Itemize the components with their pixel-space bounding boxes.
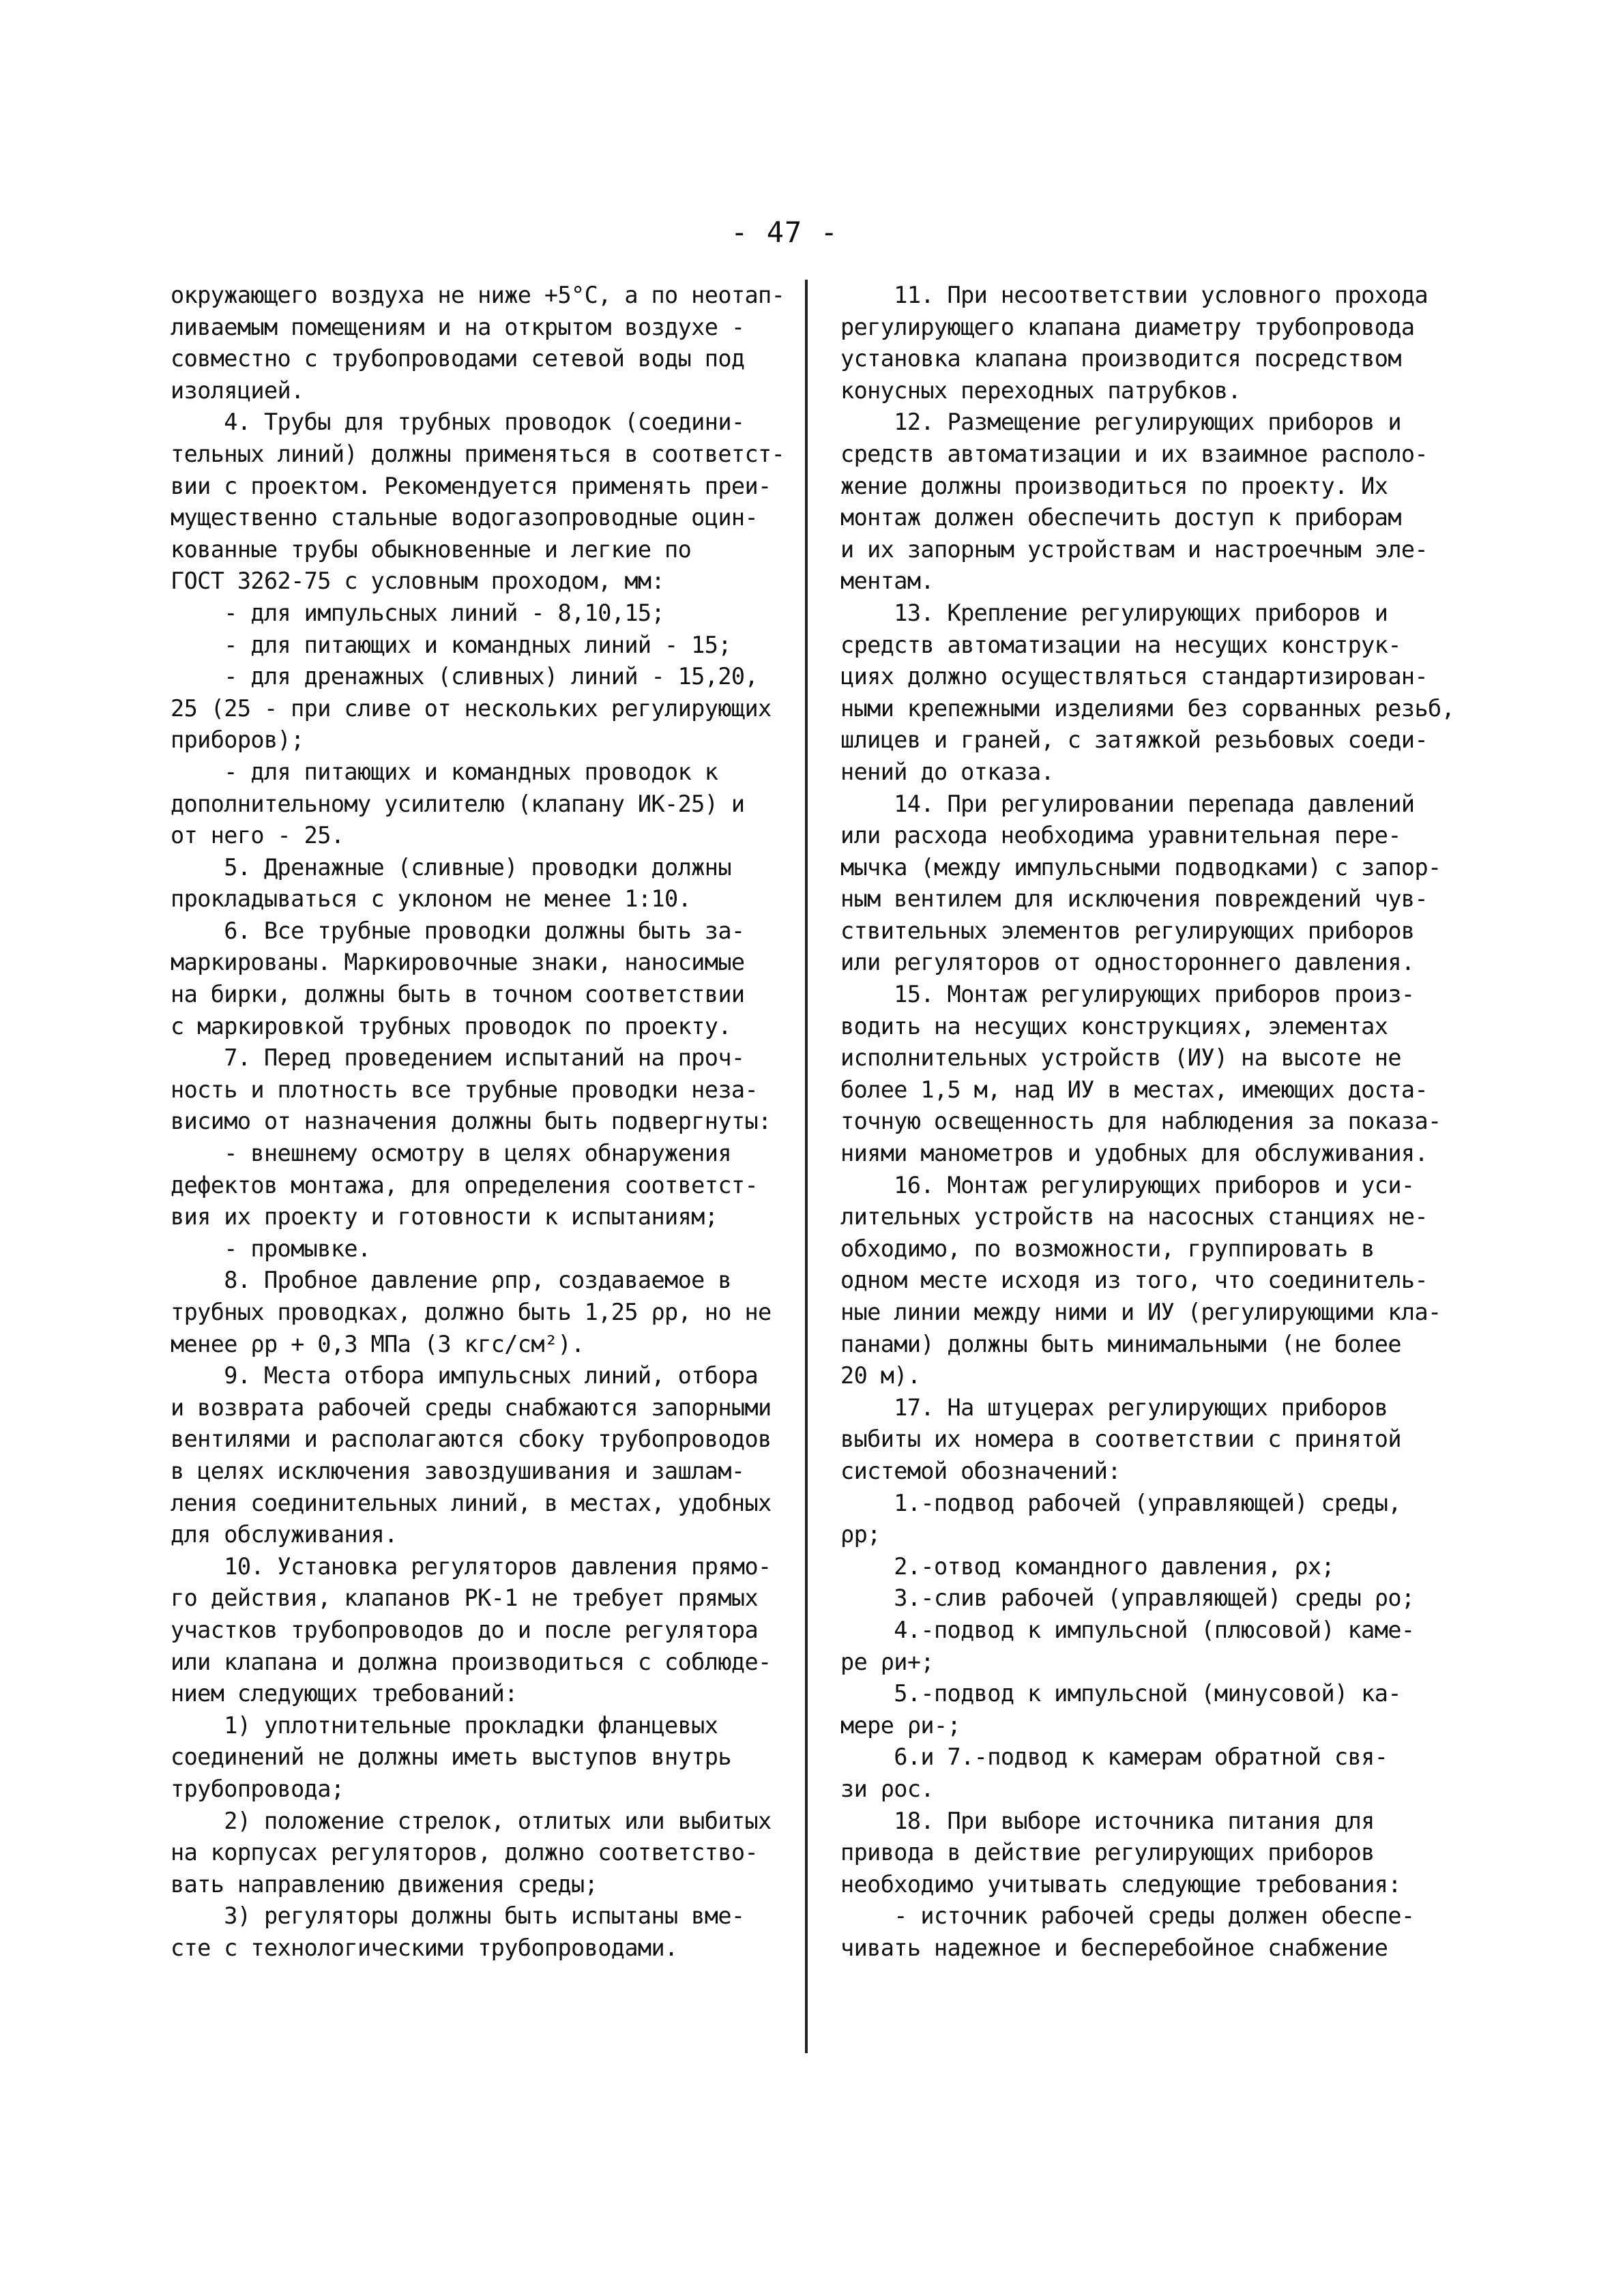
- text-line: маркированы. Маркировочные знаки, наносимые: [171, 949, 745, 976]
- text-line: ным вентилем для исключения повреждений чув-: [840, 885, 1428, 913]
- text-line: средств автоматизации и их взаимное располо-: [840, 440, 1428, 467]
- text-line: с маркировкой трубных проводок по проекту.: [171, 1012, 731, 1040]
- text-line: 11. При несоответствии условного прохода: [840, 282, 1428, 308]
- text-line: 16. Монтаж регулирующих приборов и уси-: [840, 1171, 1415, 1198]
- text-line: выбиты их номера в соответствии с принятой: [840, 1426, 1401, 1453]
- text-line: 5. Дренажные (сливные) проводки должны: [171, 853, 731, 881]
- text-line: тельных линий) должны применяться в соответст-: [171, 440, 785, 467]
- text-line: 18. При выборе источника питания для: [840, 1807, 1375, 1834]
- text-line: точную освещенность для наблюдения за показа-: [840, 1108, 1441, 1135]
- text-line: и возврата рабочей среды снабжаются запорными: [171, 1394, 772, 1421]
- text-line: 15. Монтаж регулирующих приборов произ-: [840, 981, 1415, 1008]
- text-line: 1.-подвод рабочей (управляющей) среды,: [840, 1489, 1401, 1516]
- text-line: для обслуживания.: [171, 1521, 398, 1548]
- text-line: 6. Все трубные проводки должны быть за-: [171, 917, 745, 944]
- text-line: водить на несущих конструкциях, элементах: [840, 1012, 1388, 1040]
- text-line: ре ρи+;: [840, 1648, 934, 1675]
- text-line: нений до отказа.: [840, 758, 1055, 785]
- text-line: 14. При регулировании перепада давлений: [840, 790, 1415, 817]
- text-line: 6.и 7.-подвод к камерам обратной свя-: [840, 1743, 1388, 1771]
- text-line: необходимо учитывать следующие требования:: [840, 1870, 1401, 1898]
- text-line: 3.-слив рабочей (управляющей) среды ρо;: [840, 1585, 1415, 1612]
- text-line: го действия, клапанов РК-1 не требует прямых: [171, 1585, 759, 1612]
- text-line: на корпусах регуляторов, должно соответство-: [171, 1839, 759, 1866]
- text-line: ГОСТ 3262-75 с условным проходом, мм:: [171, 568, 665, 595]
- text-line: 2.-отвод командного давления, ρх;: [840, 1552, 1335, 1580]
- text-line: панами) должны быть минимальными (не более: [840, 1330, 1401, 1357]
- text-line: мущественно стальные водогазопроводные оцин-: [171, 504, 759, 531]
- text-line: обходимо, по возможности, группировать в: [840, 1235, 1375, 1262]
- text-line: ные линии между ними и ИУ (регулирующими кла-: [840, 1299, 1441, 1325]
- column-divider: [805, 280, 808, 2053]
- text-line: 10. Установка регуляторов давления прямо-: [171, 1552, 772, 1580]
- text-line: или расхода необходима уравнительная пере-: [840, 822, 1401, 849]
- text-line: ствительных элементов регулирующих приборов: [840, 917, 1415, 944]
- text-line: трубных проводках, должно быть 1,25 ρр, но не: [171, 1299, 772, 1325]
- text-line: прокладываться с уклоном не менее 1:10.: [171, 885, 692, 913]
- text-line: окружающего воздуха не ниже +5°С, а по неотап-: [171, 282, 785, 308]
- text-line: 20 м).: [840, 1362, 921, 1389]
- text-line: от него - 25.: [171, 822, 345, 849]
- text-line: изоляцией.: [171, 377, 304, 404]
- text-line: 12. Размещение регулирующих приборов и: [840, 409, 1401, 436]
- text-line: на бирки, должны быть в точном соответствии: [171, 981, 745, 1008]
- text-line: чивать надежное и бесперебойное снабжение: [840, 1934, 1388, 1961]
- right-column: [840, 280, 1455, 1964]
- text-line: 17. На штуцерах регулирующих приборов: [840, 1394, 1388, 1421]
- text-line: дополнительному усилителю (клапану ИК-25) и: [171, 790, 745, 817]
- text-line: 2) положение стрелок, отлитых или выбитых: [171, 1807, 772, 1834]
- text-line: ления соединительных линий, в местах, удобных: [171, 1489, 772, 1516]
- text-line: менее ρр + 0,3 МПа (3 кгс/см²).: [171, 1330, 585, 1357]
- text-line: системой обозначений:: [840, 1457, 1121, 1484]
- text-line: висимо от назначения должны быть подвергнуты:: [171, 1108, 772, 1135]
- text-line: или клапана и должна производиться с соблюде-: [171, 1648, 772, 1675]
- text-line: - промывке.: [171, 1235, 371, 1262]
- text-line: мычка (между импульсными подводками) с запор-: [840, 853, 1441, 881]
- text-line: ментам.: [840, 568, 934, 595]
- text-line: - для импульсных линий - 8,10,15;: [171, 599, 665, 626]
- text-line: сте с технологическими трубопроводами.: [171, 1934, 678, 1961]
- left-column: [171, 280, 785, 1964]
- text-line: ниями манометров и удобных для обслуживания.: [840, 1140, 1428, 1167]
- text-line: вать направлению движения среды;: [171, 1870, 598, 1898]
- text-line: и их запорным устройствам и настроечным эле-: [840, 535, 1428, 563]
- text-line: 7. Перед проведением испытаний на проч-: [171, 1044, 745, 1072]
- text-line: зи ρос.: [840, 1775, 934, 1802]
- text-line: исполнительных устройств (ИУ) на высоте не: [840, 1044, 1401, 1072]
- text-line: вия их проекту и готовности к испытаниям;: [171, 1203, 718, 1231]
- text-line: вентилями и располагаются сбоку трубопроводов: [171, 1426, 772, 1453]
- text-line: ными крепежными изделиями без сорванных резьб,: [840, 694, 1455, 722]
- text-line: - источник рабочей среды должен обеспе-: [840, 1902, 1415, 1930]
- text-line: мере ρи-;: [840, 1711, 961, 1739]
- text-line: 25 (25 - при сливе от нескольких регулирующих: [171, 694, 772, 722]
- text-line: 5.-подвод к импульсной (минусовой) ка-: [840, 1680, 1401, 1707]
- text-line: 8. Пробное давление ρпр, создаваемое в: [171, 1267, 731, 1294]
- text-line: трубопровода;: [171, 1775, 345, 1802]
- text-line: жение должны производиться по проекту. Их: [840, 472, 1388, 499]
- text-line: 4. Трубы для трубных проводок (соедини-: [171, 409, 745, 436]
- text-line: более 1,5 м, над ИУ в местах, имеющих доста-: [840, 1076, 1428, 1103]
- text-line: соединений не должны иметь выступов внутрь: [171, 1743, 731, 1771]
- text-line: привода в действие регулирующих приборов: [840, 1839, 1375, 1866]
- text-line: 4.-подвод к импульсной (плюсовой) каме-: [840, 1616, 1415, 1643]
- text-line: конусных переходных патрубков.: [840, 377, 1242, 404]
- text-line: дефектов монтажа, для определения соответст-: [171, 1171, 759, 1198]
- text-line: монтаж должен обеспечить доступ к приборам: [840, 504, 1401, 531]
- page-number: - 47 -: [731, 216, 838, 249]
- text-line: приборов);: [171, 726, 304, 754]
- text-line: - внешнему осмотру в целях обнаружения: [171, 1140, 731, 1167]
- text-line: регулирующего клапана диаметру трубопровода: [840, 313, 1415, 340]
- text-line: ность и плотность все трубные проводки неза-: [171, 1076, 759, 1103]
- text-line: одном месте исходя из того, что соединитель-: [840, 1267, 1428, 1294]
- text-line: ρр;: [840, 1521, 881, 1548]
- text-line: ливаемым помещениям и на открытом воздухе -: [171, 313, 745, 340]
- text-line: кованные трубы обыкновенные и легкие по: [171, 535, 692, 563]
- text-line: - для питающих и командных проводок к: [171, 758, 718, 785]
- text-line: 9. Места отбора импульсных линий, отбора: [171, 1362, 759, 1389]
- text-line: 13. Крепление регулирующих приборов и: [840, 599, 1388, 626]
- text-line: или регуляторов от одностороннего давления.: [840, 949, 1415, 976]
- text-line: 1) уплотнительные прокладки фланцевых: [171, 1711, 718, 1739]
- text-line: совместно с трубопроводами сетевой воды под: [171, 345, 745, 372]
- text-line: 3) регуляторы должны быть испытаны вме-: [171, 1902, 745, 1930]
- text-line: шлицев и граней, с затяжкой резьбовых соеди-: [840, 726, 1428, 754]
- text-line: установка клапана производится посредством: [840, 345, 1401, 372]
- text-line: нием следующих требований:: [171, 1680, 518, 1707]
- text-line: - для питающих и командных линий - 15;: [171, 631, 731, 658]
- text-line: вии с проектом. Рекомендуется применять преи-: [171, 472, 772, 499]
- text-line: циях должно осуществляться стандартизирован-: [840, 663, 1428, 690]
- text-line: участков трубопроводов до и после регулятора: [171, 1616, 759, 1643]
- text-line: средств автоматизации на несущих конструк-: [840, 631, 1401, 658]
- text-line: - для дренажных (сливных) линий - 15,20,: [171, 663, 759, 690]
- text-line: лительных устройств на насосных станциях не-: [840, 1203, 1428, 1231]
- text-line: в целях исключения завоздушивания и зашлам-: [171, 1457, 745, 1484]
